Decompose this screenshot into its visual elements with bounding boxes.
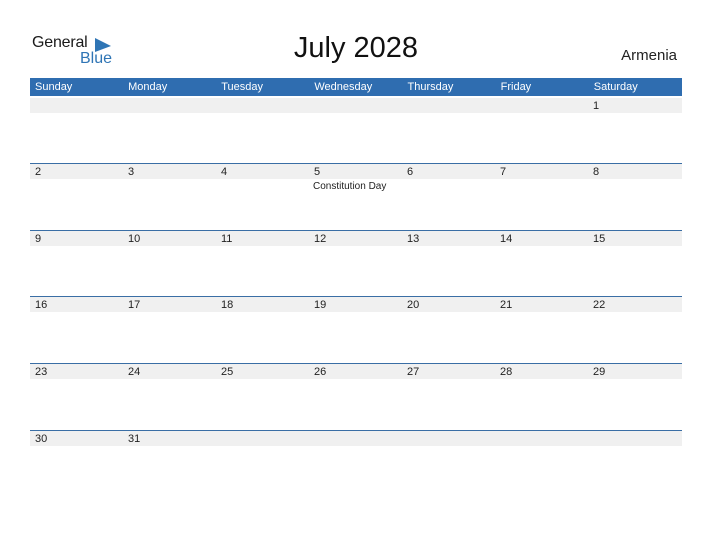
weekday-monday: Monday [128, 81, 168, 93]
weekday-friday: Friday [500, 81, 532, 93]
day-number: 12 [314, 233, 327, 245]
day-number: 14 [500, 233, 513, 245]
day-cell [309, 163, 402, 223]
day-cell [402, 230, 495, 290]
day-cell [588, 230, 681, 290]
day-cell [309, 296, 402, 356]
weekday-wednesday: Wednesday [314, 81, 373, 93]
day-number: 26 [314, 366, 327, 378]
day-number: 15 [593, 233, 606, 245]
day-cell [402, 430, 495, 490]
day-cell [123, 230, 216, 290]
day-number: 9 [35, 233, 42, 245]
day-number: 2 [35, 166, 42, 178]
day-cell [309, 97, 402, 157]
calendar-title: July 2028 [293, 32, 419, 64]
day-cell [495, 230, 588, 290]
day-number: 29 [593, 366, 606, 378]
day-cell [402, 363, 495, 423]
weekday-sunday: Sunday [35, 81, 73, 93]
day-number: 4 [221, 166, 228, 178]
day-cell [588, 97, 681, 157]
day-number: 18 [221, 299, 234, 311]
day-number: 8 [593, 166, 600, 178]
day-cell [216, 230, 309, 290]
weekday-header [30, 78, 682, 96]
day-cell [216, 430, 309, 490]
day-number: 3 [128, 166, 135, 178]
country-label: Armenia [621, 47, 677, 64]
day-cell [588, 163, 681, 223]
day-cell [216, 97, 309, 157]
day-cell [123, 363, 216, 423]
day-number: 30 [35, 433, 48, 445]
day-cell [123, 97, 216, 157]
day-number: 16 [35, 299, 48, 311]
day-number: 10 [128, 233, 141, 245]
day-cell [123, 430, 216, 490]
day-cell [495, 363, 588, 423]
day-number: 19 [314, 299, 327, 311]
day-cell [123, 296, 216, 356]
day-cell [495, 296, 588, 356]
day-number: 25 [221, 366, 234, 378]
day-cell [495, 430, 588, 490]
day-cell [30, 163, 123, 223]
day-number: 5 [314, 166, 321, 178]
day-cell [588, 430, 681, 490]
day-cell [495, 97, 588, 157]
day-number: 13 [407, 233, 420, 245]
day-number: 17 [128, 299, 141, 311]
logo-text-general: General [32, 34, 88, 51]
day-number: 7 [500, 166, 507, 178]
day-cell [402, 97, 495, 157]
day-number: 20 [407, 299, 420, 311]
day-number: 11 [221, 233, 233, 245]
day-number: 28 [500, 366, 513, 378]
day-cell [30, 363, 123, 423]
weekday-tuesday: Tuesday [221, 81, 264, 93]
day-cell [216, 163, 309, 223]
day-cell [309, 430, 402, 490]
day-cell [30, 97, 123, 157]
weekday-thursday: Thursday [407, 81, 454, 93]
day-cell [588, 363, 681, 423]
day-number: 27 [407, 366, 420, 378]
day-number: 6 [407, 166, 414, 178]
day-cell [495, 163, 588, 223]
day-cell [309, 363, 402, 423]
day-cell [588, 296, 681, 356]
day-cell [123, 163, 216, 223]
day-cell [309, 230, 402, 290]
day-cell [402, 163, 495, 223]
day-number: 23 [35, 366, 48, 378]
day-number: 31 [128, 433, 141, 445]
day-cell [216, 363, 309, 423]
day-cell [30, 230, 123, 290]
day-number: 1 [593, 100, 600, 112]
day-number: 21 [500, 299, 513, 311]
day-number: 22 [593, 299, 606, 311]
day-cell [30, 430, 123, 490]
holiday-label: Constitution Day [313, 181, 387, 192]
day-cell [216, 296, 309, 356]
day-number: 24 [128, 366, 141, 378]
logo-text-blue: Blue [80, 50, 113, 67]
weekday-saturday: Saturday [593, 81, 638, 93]
day-cell [30, 296, 123, 356]
day-cell [402, 296, 495, 356]
